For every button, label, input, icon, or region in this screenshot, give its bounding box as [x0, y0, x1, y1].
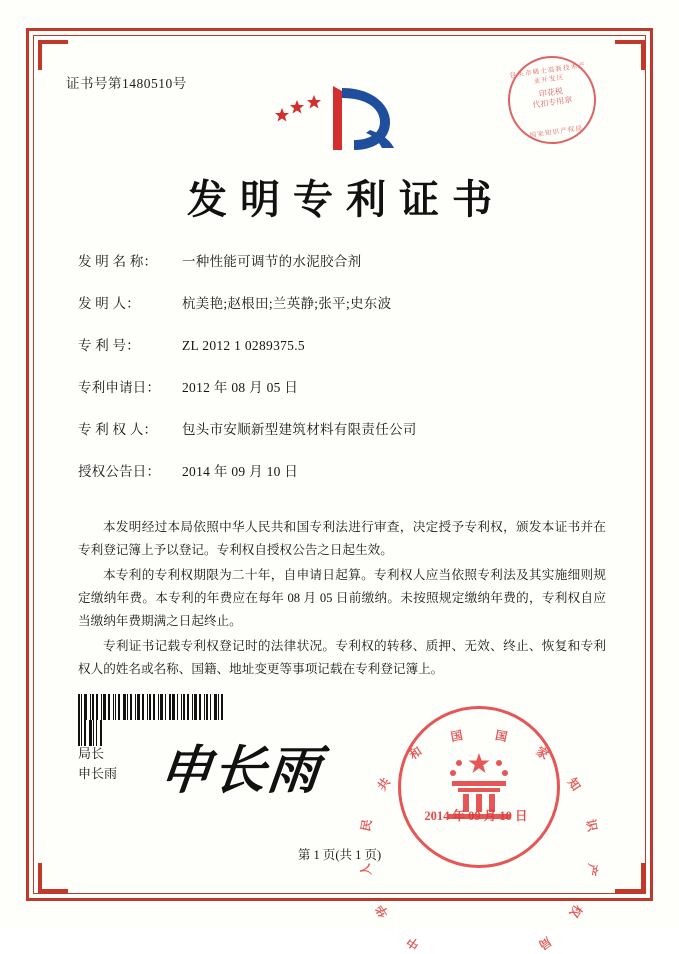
page-title: 发明专利证书: [187, 176, 505, 223]
director-title-line1: 局长: [78, 746, 105, 761]
director-signature: 申长雨: [156, 740, 325, 801]
field-patent-number: [78, 334, 618, 354]
seal-ring-text: 中 华 人 民 共 和 国 国 家 知 识 产 权 局: [357, 728, 601, 953]
field-value: 2014 年 09 月 10 日: [182, 464, 299, 479]
field-invention-name: [78, 250, 618, 270]
field-label: 专 利 号：: [78, 338, 140, 353]
director-title: [78, 744, 117, 784]
corner-ornament-bottom-left: [38, 863, 68, 893]
tax-stamp-center-text: 印花税 代扣专用章: [531, 86, 573, 110]
field-grant-announcement-date: [78, 460, 618, 480]
field-patentee: [78, 418, 618, 438]
director-name: 申长雨: [78, 766, 118, 781]
barcode: [78, 694, 226, 720]
sipo-logo-icon: [270, 78, 400, 158]
legal-text-block: [78, 516, 606, 683]
field-label: 发 明 人：: [78, 296, 140, 311]
field-value: 2012 年 08 月 05 日: [182, 380, 299, 395]
corner-ornament-bottom-right: [615, 863, 645, 893]
tax-stamp-arc-top: 包头市稀土高新技术产业开发区: [509, 61, 587, 86]
corner-ornament-top-right: [615, 40, 645, 70]
field-list: [78, 250, 618, 502]
tax-stamp-arc-bottom: 国家知识产权局: [529, 124, 584, 140]
field-value: 包头市安顺新型建筑材料有限责任公司: [182, 422, 417, 437]
field-value: ZL 2012 1 0289375.5: [182, 338, 305, 353]
page-number: 第 1 页(共 1 页): [297, 848, 382, 862]
certificate-serial-number: 证书号第1480510号: [66, 76, 187, 91]
corner-ornament-top-left: [38, 40, 68, 70]
legal-paragraph-2: 本专利的专利权期限为二十年，自申请日起算。专利权人应当依照专利法及其实施细则规定缴纳年费。本专利的年费应在每年 08 月 05 日前缴纳。未按照规定缴纳年费的，专利权自应当缴纳年费期满之日起终止。: [78, 568, 606, 628]
field-value: 一种性能可调节的水泥胶合剂: [182, 254, 362, 269]
field-label: 发 明 名 称：: [78, 254, 158, 269]
legal-paragraph-3: 专利证书记载专利权登记时的法律状况。专利权的转移、质押、无效、终止、恢复和专利权人的姓名或名称、国籍、地址变更等事项记载在专利登记簿上。: [78, 639, 606, 676]
field-inventors: [78, 292, 618, 312]
field-label: 专利申请日：: [78, 380, 161, 395]
seal-date: 2014 年 09 月 10 日: [424, 809, 528, 823]
national-seal-icon: [357, 706, 601, 953]
field-application-date: [78, 376, 618, 396]
field-value: 杭美艳;赵根田;兰英静;张平;史东波: [182, 296, 392, 311]
legal-paragraph-1: 本发明经过本局依照中华人民共和国专利法进行审查，决定授予专利权，颁发本证书并在专利登记簿上予以登记。专利权自授权公告之日起生效。: [78, 520, 606, 557]
field-label: 授权公告日：: [78, 464, 161, 479]
field-label: 专 利 权 人：: [78, 422, 158, 437]
